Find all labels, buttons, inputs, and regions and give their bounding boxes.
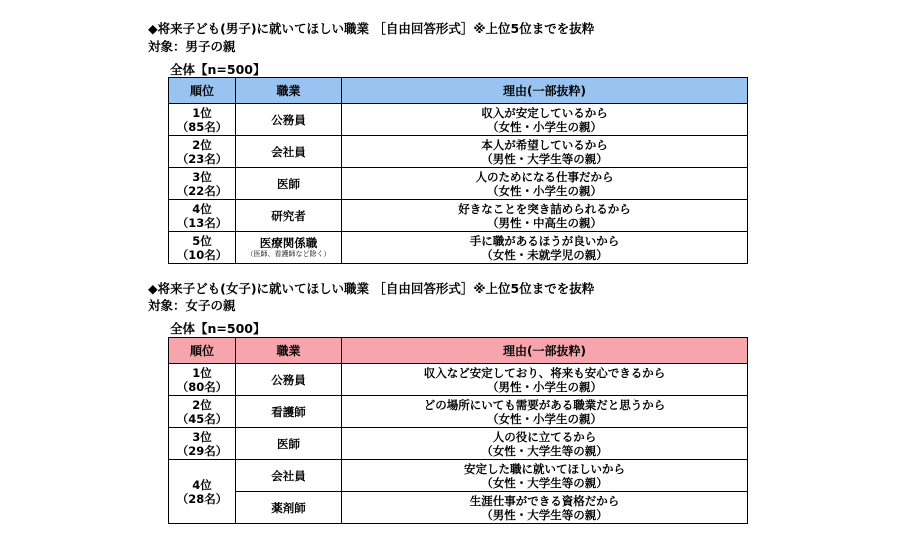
respondent-text: （男性・小学生の親） — [487, 379, 602, 394]
reason-text: どの場所にいても需要がある職業だと思うから — [423, 397, 666, 412]
respondent-text: （男性・中高生の親） — [487, 215, 602, 230]
reason-text: 安定した職に就いてほしいから — [464, 461, 625, 476]
reason-cell — [342, 396, 748, 428]
reason-cell — [342, 104, 748, 136]
reason-text: 好きなことを突き詰められるから — [458, 201, 631, 216]
respondent-text: （女性・大学生等の親） — [481, 443, 608, 458]
rank-count: （13名） — [176, 215, 228, 230]
job-cell: 医師 — [236, 428, 342, 460]
reason-cell — [342, 460, 748, 492]
table-row — [169, 136, 748, 168]
respondent-text: （男性・大学生等の親） — [481, 507, 608, 522]
reason-text: 収入など安定しており、将来も安心できるから — [423, 365, 666, 380]
reason-text: 収入が安定しているから — [481, 105, 608, 120]
rank-count: （29名） — [176, 443, 228, 458]
table-row — [169, 396, 748, 428]
reason-cell — [342, 168, 748, 200]
rank-label: 3位 — [192, 429, 212, 444]
reason-text: 人のためになる仕事だから — [475, 169, 614, 184]
reason-cell — [342, 364, 748, 396]
table-row — [169, 232, 748, 264]
rank-label: 4位 — [192, 477, 212, 492]
header-rank: 順位 — [169, 78, 236, 104]
table-row — [169, 168, 748, 200]
rank-cell — [169, 364, 236, 396]
rank-label: 1位 — [192, 365, 212, 380]
rank-count: （10名） — [176, 247, 228, 262]
reason-cell — [342, 200, 748, 232]
job-cell: 研究者 — [236, 200, 342, 232]
rank-cell — [169, 428, 236, 460]
table-row — [169, 200, 748, 232]
rank-count: （22名） — [176, 183, 228, 198]
respondent-text: （女性・未就学児の親） — [481, 247, 608, 262]
job-label: 医療関係職 — [259, 236, 318, 250]
table-row — [169, 364, 748, 396]
rank-cell — [169, 168, 236, 200]
header-rank: 順位 — [169, 338, 236, 364]
female-section-title: ◆将来子ども(女子)に就いてほしい職業 ［自由回答形式］※上位5位までを抜粋 — [148, 281, 595, 296]
reason-text: 生涯仕事ができる資格だから — [469, 493, 620, 508]
reason-cell — [342, 428, 748, 460]
table-row — [169, 460, 748, 492]
rank-count: （85名） — [176, 119, 228, 134]
rank-count: （28名） — [176, 491, 228, 506]
male-ranking-table — [168, 77, 748, 264]
table-row — [169, 492, 748, 524]
male-total-label: 全体【n=500】 — [170, 62, 266, 77]
header-reason: 理由(一部抜粋) — [342, 338, 748, 364]
table-header-row — [169, 78, 748, 104]
rank-label: 4位 — [192, 201, 212, 216]
header-reason: 理由(一部抜粋) — [342, 78, 748, 104]
job-cell: 公務員 — [236, 104, 342, 136]
rank-count: （45名） — [176, 411, 228, 426]
job-cell: 薬剤師 — [236, 492, 342, 524]
female-ranking-table — [168, 337, 748, 524]
respondent-text: （男性・大学生等の親） — [481, 151, 608, 166]
rank-count: （23名） — [176, 151, 228, 166]
rank-cell — [169, 136, 236, 168]
rank-label: 2位 — [192, 397, 212, 412]
header-job: 職業 — [236, 338, 342, 364]
rank-cell — [169, 232, 236, 264]
rank-label: 1位 — [192, 105, 212, 120]
rank-label: 3位 — [192, 169, 212, 184]
job-cell — [236, 232, 342, 264]
job-cell: 会社員 — [236, 460, 342, 492]
job-cell: 医師 — [236, 168, 342, 200]
respondent-text: （女性・小学生の親） — [487, 411, 602, 426]
table-row — [169, 104, 748, 136]
rank-cell — [169, 104, 236, 136]
header-job: 職業 — [236, 78, 342, 104]
reason-cell — [342, 492, 748, 524]
respondent-text: （女性・大学生等の親） — [481, 475, 608, 490]
female-total-label: 全体【n=500】 — [170, 321, 266, 336]
job-cell: 看護師 — [236, 396, 342, 428]
table-header-row — [169, 338, 748, 364]
rank-label: 5位 — [192, 233, 212, 248]
reason-text: 手に職があるほうが良いから — [469, 233, 620, 248]
male-section-title: ◆将来子ども(男子)に就いてほしい職業 ［自由回答形式］※上位5位までを抜粋 — [148, 21, 595, 36]
respondent-text: （女性・小学生の親） — [487, 183, 602, 198]
job-cell: 会社員 — [236, 136, 342, 168]
rank-label: 2位 — [192, 137, 212, 152]
table-row — [169, 428, 748, 460]
respondent-text: （女性・小学生の親） — [487, 119, 602, 134]
reason-text: 人の役に立てるから — [492, 429, 597, 444]
rank-count: （80名） — [176, 379, 228, 394]
job-note: （医師、看護師など除く） — [246, 250, 331, 258]
rank-cell — [169, 396, 236, 428]
female-section-target: 対象：女子の親 — [148, 298, 236, 313]
reason-text: 本人が希望しているから — [481, 137, 608, 152]
reason-cell — [342, 136, 748, 168]
male-section-target: 対象：男子の親 — [148, 39, 236, 54]
rank-cell — [169, 460, 236, 524]
job-cell: 公務員 — [236, 364, 342, 396]
reason-cell — [342, 232, 748, 264]
rank-cell — [169, 200, 236, 232]
